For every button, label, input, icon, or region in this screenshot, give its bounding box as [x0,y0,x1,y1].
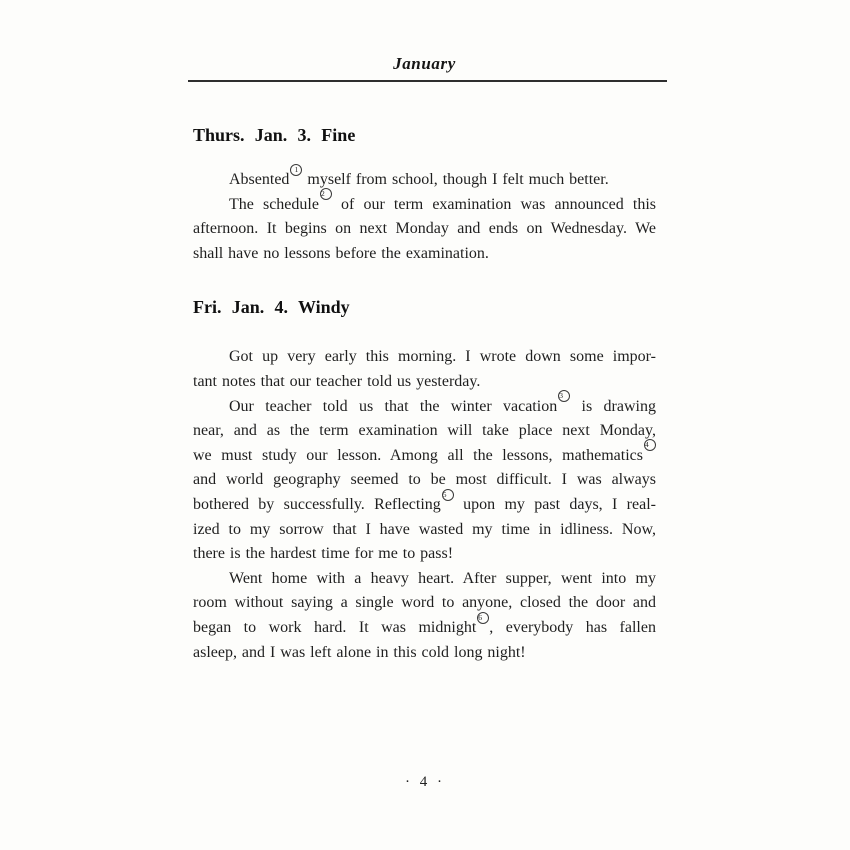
footnote-marker: 6 [477,612,489,624]
text-line: afternoon. It begins on next Monday and ends on Wednesday. We [193,220,656,238]
text-line: and world geography seemed to be most difficult. I was always [193,471,656,489]
paragraph [193,164,656,193]
paragraph [193,345,656,394]
text-line: near, and as the term examination will take place next Monday, [193,422,656,440]
text-line: The schedule$^2$ of our term examination was announced this [229,189,656,213]
diary-entry [193,124,656,266]
text-line: Got up very early this morning. I wrote down some impor- [229,348,656,366]
footnote-marker: 1 [290,164,302,176]
text-line: Went home with a heavy heart. After supper, went into my [229,569,656,587]
footnote-marker: 2 [320,188,332,200]
text-line: began to work hard. It was midnight$^6$, everybody has fallen [193,612,656,636]
running-head: January [393,54,456,73]
text-line: ized to my sorrow that I have wasted my time in idliness. Now, [193,520,656,538]
entry-heading: Thurs. Jan. 3. Fine [193,125,356,145]
text-line: Our teacher told us that the winter vacation$^3$ is drawing [229,391,656,415]
page-number: · 4 · [405,774,445,790]
diary-entry [193,296,656,665]
footnote-marker: 3 [558,390,570,402]
paragraph [193,567,656,665]
text-line: we must study our lesson. Among all the lessons, mathematics$^4$ [193,444,656,469]
text-line: there is the hardest time for me to pass! [193,545,454,563]
text-line: shall have no lessons before the examination. [193,244,489,262]
page-content [193,0,656,665]
header-rule [188,80,667,82]
text-line: room without saying a single word to anyone, closed the door and [193,594,656,612]
paragraph [193,189,656,267]
footnote-marker: 5 [442,489,454,501]
text-line: tant notes that our teacher told us yesterday. [193,372,481,390]
paragraph [193,391,656,567]
text-line: asleep, and I was left alone in this cold long night! [193,643,526,661]
text-line: bothered by successfully. Reflecting$^5$ upon my past days, I real- [193,489,656,513]
entries [193,124,656,665]
footnote-marker: 4 [644,439,656,451]
text-line: Absented$^1$ myself from school, though I felt much better. [229,164,609,188]
entry-heading: Fri. Jan. 4. Windy [193,297,350,318]
